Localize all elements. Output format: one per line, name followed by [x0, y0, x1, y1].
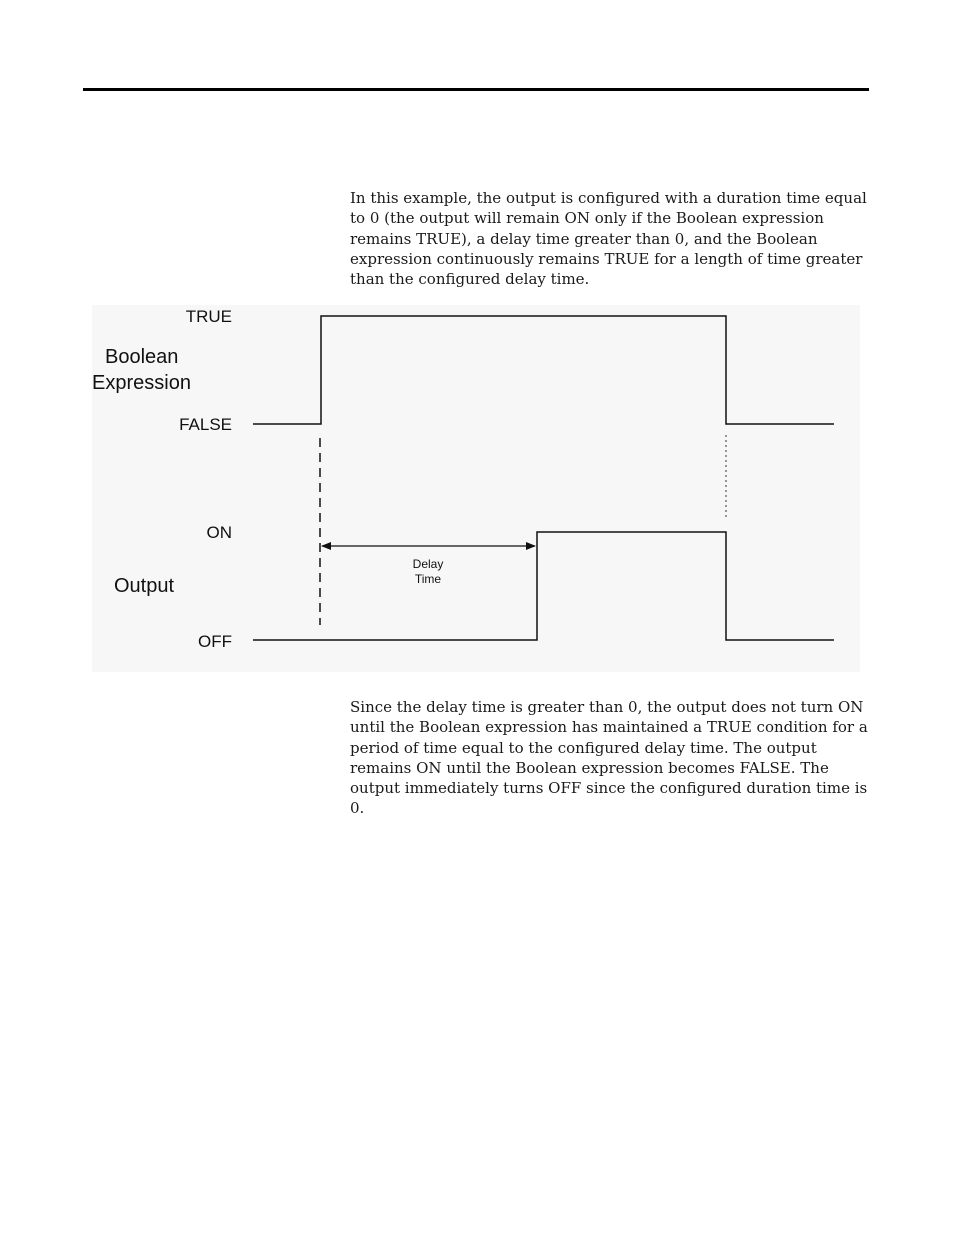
boolean-waveform: [253, 316, 834, 424]
delay-label-line2: Time: [414, 572, 442, 586]
off-level-label: OFF: [198, 632, 232, 651]
timing-diagram: [92, 305, 860, 672]
output-label: Output: [114, 575, 175, 597]
output-waveform: [253, 532, 834, 640]
boolean-label-line1: Boolean: [105, 346, 179, 368]
intro-paragraph: In this example, the output is configured with a duration time equal to 0 (the output will remain ON only if the Boolean expression remains TRUE), a delay time greater than 0, and the Boolean expression continuously remains TRUE for a length of time greater than the configured delay time.: [350, 189, 867, 289]
outro-paragraph: Since the delay time is greater than 0, the output does not turn ON until the Boolean expression has maintained a TRUE condition for a period of time equal to the configured delay time. The output remains ON until the Boolean expression becomes FALSE. The output immediately turns OFF since the configured duration time is 0.: [350, 698, 868, 818]
false-level-label: FALSE: [179, 415, 232, 434]
true-level-label: TRUE: [185, 307, 232, 326]
timing-diagram-svg: [92, 305, 860, 672]
boolean-label-line2: Expression: [92, 372, 191, 394]
header-rule: [83, 88, 869, 91]
delay-label-line1: Delay: [412, 557, 444, 571]
on-level-label: ON: [206, 523, 232, 542]
